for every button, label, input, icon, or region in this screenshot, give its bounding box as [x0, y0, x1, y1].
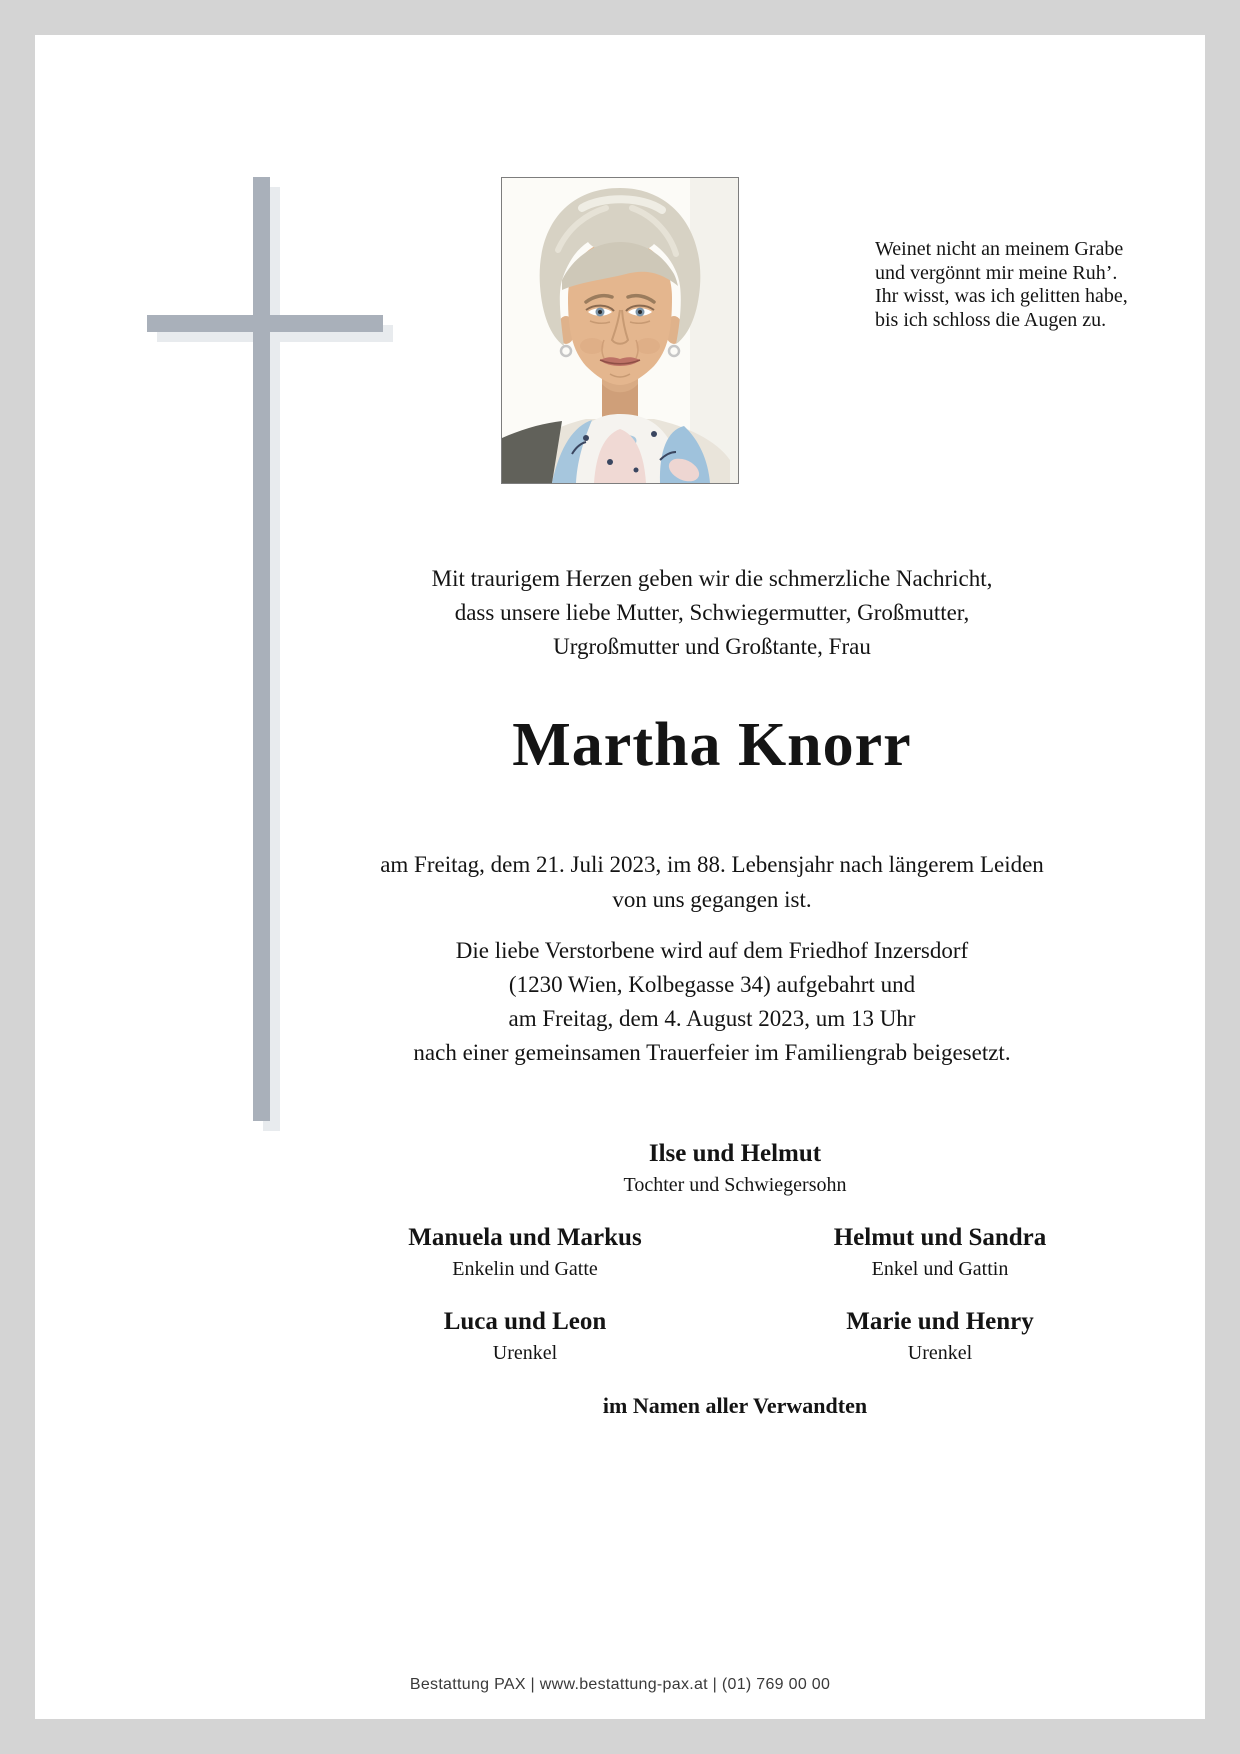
mourner-names: Marie und Henry: [846, 1308, 1034, 1335]
mourner-names: Luca und Leon: [443, 1308, 607, 1335]
mourner-relation: Urenkel: [907, 1342, 973, 1364]
deceased-name: Martha Knorr: [512, 711, 912, 779]
poem-line: Weinet nicht an meinem Grabe: [875, 238, 1124, 260]
announcement-line: Urgroßmutter und Großtante, Frau: [553, 634, 871, 659]
announcement-line: dass unsere liebe Mutter, Schwiegermutter, Großmutter,: [454, 600, 970, 625]
announcement-text: [267, 562, 1157, 664]
death-info-line: von uns gegangen ist.: [612, 887, 812, 912]
death-info: [267, 847, 1157, 917]
mourner-cell: [305, 1307, 745, 1366]
mourner-relation: Enkel und Gattin: [871, 1258, 1009, 1280]
funeral-info-line: (1230 Wien, Kolbegasse 34) aufgebahrt und: [508, 972, 916, 997]
mourner-cell: [720, 1223, 1160, 1282]
mourner-names: Manuela und Markus: [408, 1224, 642, 1251]
mourner-names: Ilse und Helmut: [648, 1140, 822, 1167]
funeral-info: [267, 934, 1157, 1070]
funeral-info-line: Die liebe Verstorbene wird auf dem Friedhof Inzersdorf: [455, 938, 969, 963]
memorial-poem: [875, 238, 1175, 332]
mourner-relation: Enkelin und Gatte: [452, 1258, 598, 1280]
funeral-info-line: nach einer gemeinsamen Trauerfeier im Familiengrab beigesetzt.: [413, 1040, 1011, 1065]
cross-bar-horizontal: [147, 315, 383, 332]
funeral-home-footer: Bestattung PAX | www.bestattung-pax.at | (01) 769 00 00: [409, 1676, 831, 1693]
portrait-photo: [501, 177, 739, 484]
mourner-primary: [290, 1139, 1180, 1198]
obituary-card: [35, 35, 1205, 1719]
mourner-names: Helmut und Sandra: [833, 1224, 1047, 1251]
mourner-cell: [305, 1223, 745, 1282]
poem-line: Ihr wisst, was ich gelitten habe,: [875, 285, 1128, 307]
death-info-line: am Freitag, dem 21. Juli 2023, im 88. Lebensjahr nach längerem Leiden: [380, 852, 1044, 877]
mourner-cell: [720, 1307, 1160, 1366]
portrait-illustration: [502, 178, 738, 483]
poem-line: und vergönnt mir meine Ruh’.: [875, 261, 1118, 284]
closing-line: im Namen aller Verwandten: [602, 1393, 868, 1418]
funeral-info-line: am Freitag, dem 4. August 2023, um 13 Uhr: [508, 1006, 916, 1031]
mourner-relation: Urenkel: [492, 1342, 558, 1364]
announcement-line: Mit traurigem Herzen geben wir die schmerzliche Nachricht,: [431, 566, 993, 591]
poem-line: bis ich schloss die Augen zu.: [875, 308, 1107, 331]
mourner-relation: Tochter und Schwiegersohn: [623, 1174, 847, 1196]
